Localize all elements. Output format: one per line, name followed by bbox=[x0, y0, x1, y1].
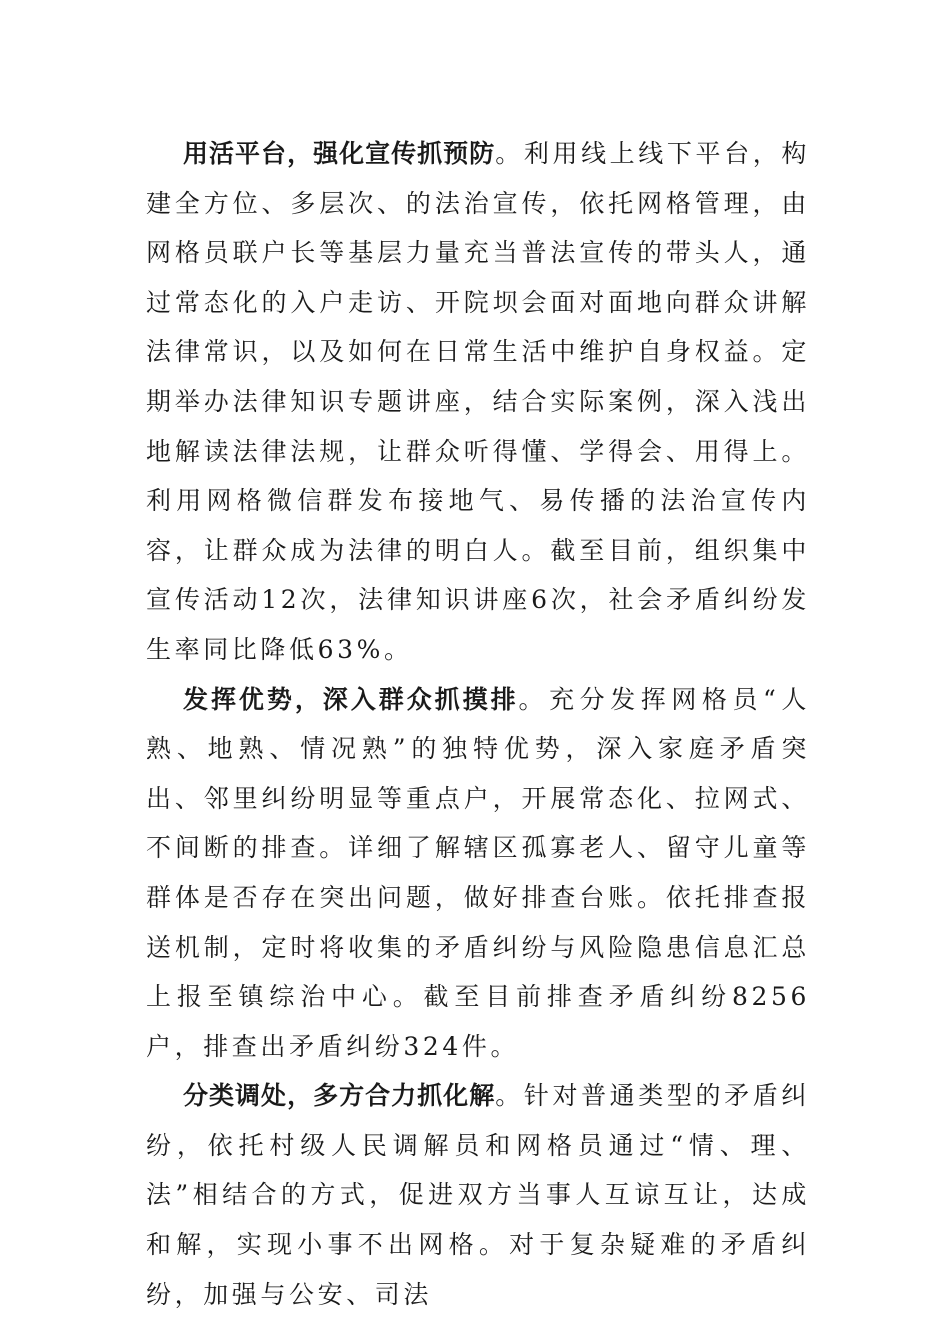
paragraph-heading: 分类调处，多方合力抓化解 bbox=[183, 1081, 496, 1111]
document-body bbox=[146, 129, 810, 1319]
paragraph-text: 。针对普通类型的矛盾纠纷，依托村级人民调解员和网格员通过“情、理、法”相结合的方式，促进双方当事人互谅互让，达成和解，实现小事不出网格。对于复杂疑难的矛盾纠纷，加强与公安、司法 bbox=[146, 1081, 810, 1309]
paragraph-text: 。充分发挥网格员“人熟、地熟、情况熟”的独特优势，深入家庭矛盾突出、邻里纠纷明显等重点户，开展常态化、拉网式、不间断的排查。详细了解辖区孤寡老人、留守儿童等群体是否存在突出问题，做好排查台账。依托排查报送机制，定时将收集的矛盾纠纷与风险隐患信息汇总上报至镇综治中心。截至目前排查矛盾纠纷8256户，排查出矛盾纠纷324件。 bbox=[146, 684, 810, 1061]
paragraph-investigation bbox=[146, 675, 810, 1072]
paragraph-heading: 发挥优势，深入群众抓摸排 bbox=[183, 684, 519, 714]
paragraph-mediation bbox=[146, 1071, 810, 1319]
paragraph-heading: 用活平台，强化宣传抓预防 bbox=[183, 139, 496, 168]
paragraph-text: 。利用线上线下平台，构建全方位、多层次、的法治宣传，依托网格管理，由网格员联户长等基层力量充当普法宣传的带头人，通过常态化的入户走访、开院坝会面对面地向群众讲解法律常识，以及如何在日常生活中维护自身权益。定期举办法律知识专题讲座，结合实际案例，深入浅出地解读法律法规，让群众听得懂、学得会、用得上。利用网格微信群发布接地气、易传播的法治宣传内容，让群众成为法律的明白人。截至目前，组织集中宣传活动12次，法律知识讲座6次，社会矛盾纠纷发生率同比降低63%。 bbox=[146, 139, 810, 664]
paragraph-publicity bbox=[146, 129, 810, 675]
